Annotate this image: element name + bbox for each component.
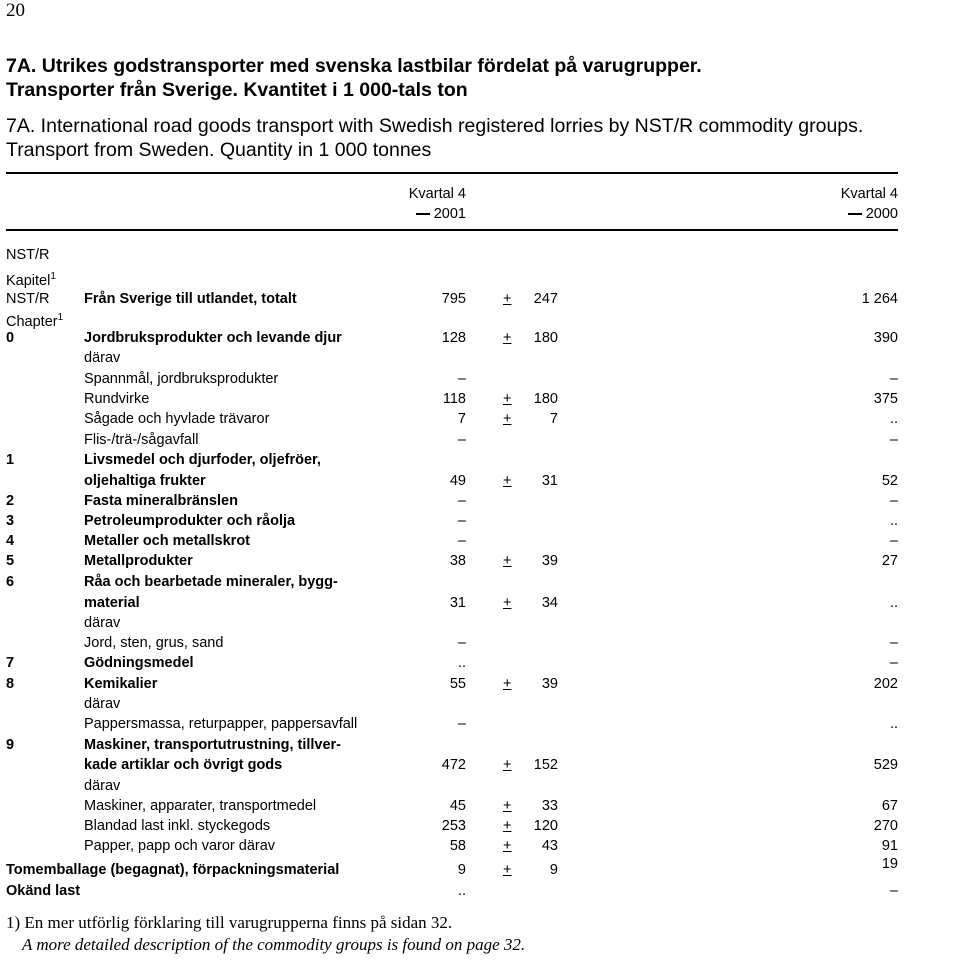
table-row [0, 613, 960, 633]
value-2001: .. [457, 883, 466, 899]
value-2000: – [889, 635, 898, 651]
value-2000: – [889, 883, 898, 899]
row-label: Råa och bearbetade mineraler, bygg- [84, 574, 338, 590]
col1-header-year: 2001 [416, 206, 466, 222]
row-label: Jordbruksprodukter och levande djur [84, 330, 342, 346]
value-2001: 118 [442, 391, 466, 407]
row-code: 6 [6, 574, 15, 590]
value-2001: 128 [441, 330, 466, 346]
table-row [0, 369, 960, 389]
plus-minus-sign: + [503, 818, 512, 834]
value-2001: – [457, 371, 466, 387]
margin-of-error: 180 [533, 391, 558, 407]
margin-of-error: 9 [549, 862, 558, 878]
row-code: 7 [6, 655, 15, 671]
row-label: Maskiner, apparater, transportmedel [84, 798, 317, 814]
value-2001: – [457, 513, 466, 529]
value-2000: .. [889, 595, 898, 611]
row-label: Pappersmassa, returpapper, pappersavfall [84, 716, 358, 732]
table-row [0, 348, 960, 368]
table-row [0, 289, 960, 309]
row-label: Flis-/trä-/sågavfall [84, 432, 199, 448]
row-label: Kemikalier [84, 676, 158, 692]
value-2001: 45 [449, 798, 466, 814]
kapitel-label: Kapitel$^1$ [6, 271, 56, 289]
row-label: Metaller och metallskrot [84, 533, 250, 549]
value-2001: 253 [441, 818, 466, 834]
title-english-line-1: 7A. International road goods transport with Swedish registered lorries by NST/R commodity groups. [6, 115, 864, 137]
value-2000: – [889, 432, 898, 448]
value-2000: .. [889, 513, 898, 529]
margin-of-error: 34 [541, 595, 558, 611]
value-2000: .. [889, 716, 898, 732]
value-2001: 49 [449, 473, 466, 489]
plus-minus-sign: + [503, 330, 512, 346]
nstr-label-2: NST/R [6, 291, 50, 307]
value-2001: – [457, 716, 466, 732]
row-label: Rundvirke [84, 391, 150, 407]
table-row [0, 714, 960, 734]
value-2001: 55 [449, 676, 466, 692]
plus-minus-sign: + [503, 291, 512, 307]
margin-of-error: 152 [533, 757, 558, 773]
table-row [0, 511, 960, 531]
row-code: 4 [6, 533, 15, 549]
value-2000: – [889, 533, 898, 549]
table-row [0, 551, 960, 571]
value-2000: 91 [881, 838, 898, 854]
row-code: 0 [6, 330, 15, 346]
plus-minus-sign: + [503, 862, 512, 878]
table-row [0, 328, 960, 348]
table-header-rule [6, 229, 898, 231]
value-2000: 19 [881, 856, 898, 872]
plus-minus-sign: + [503, 757, 512, 773]
row-label: Tomemballage (begagnat), förpackningsmaterial [6, 862, 340, 878]
chapter-label: Chapter$^1$ [6, 312, 64, 330]
table-row [0, 593, 960, 613]
title-swedish-line-2: Transporter från Sverige. Kvantitet i 1 000-tals ton [6, 79, 468, 101]
table-row [0, 430, 960, 450]
nstr-label: NST/R [6, 247, 50, 263]
row-label: Papper, papp och varor därav [84, 838, 276, 854]
value-2000: – [889, 655, 898, 671]
title-swedish-line-1: 7A. Utrikes godstransporter med svenska lastbilar fördelat på varugrupper. [6, 55, 702, 77]
row-label: därav [84, 778, 121, 794]
table-row [0, 653, 960, 673]
value-2001: .. [457, 655, 466, 671]
table-top-rule [6, 172, 898, 174]
row-code: 2 [6, 493, 15, 509]
table-row [0, 491, 960, 511]
dash-icon [416, 213, 430, 215]
row-label: Metallprodukter [84, 553, 193, 569]
row-label: därav [84, 350, 121, 366]
table-row [0, 881, 960, 901]
table-row [0, 633, 960, 653]
value-2000: 67 [881, 798, 898, 814]
row-label: Petroleumprodukter och råolja [84, 513, 296, 529]
row-code: 8 [6, 676, 15, 692]
table-row [0, 674, 960, 694]
table-row [0, 796, 960, 816]
table-row [0, 471, 960, 491]
row-code: 9 [6, 737, 15, 753]
value-2000: 375 [873, 391, 898, 407]
table-row [0, 389, 960, 409]
value-2000: 529 [873, 757, 898, 773]
margin-of-error: 39 [541, 553, 558, 569]
page-number: 20 [6, 0, 25, 21]
col2-header-quarter: Kvartal 4 [840, 186, 898, 202]
table-row [0, 816, 960, 836]
value-2001: 7 [457, 411, 466, 427]
col1-header-quarter: Kvartal 4 [408, 186, 466, 202]
value-2001: – [457, 533, 466, 549]
dash-icon [848, 213, 862, 215]
plus-minus-sign: + [503, 473, 512, 489]
plus-minus-sign: + [503, 798, 512, 814]
value-2000: 202 [873, 676, 898, 692]
value-2000: 270 [873, 818, 898, 834]
table-row [0, 856, 960, 880]
row-label: Okänd last [6, 883, 81, 899]
plus-minus-sign: + [503, 391, 512, 407]
margin-of-error: 39 [541, 676, 558, 692]
row-label: Gödningsmedel [84, 655, 194, 671]
row-label: Från Sverige till utlandet, totalt [84, 291, 297, 307]
row-label: Sågade och hyvlade trävaror [84, 411, 270, 427]
table-row [0, 409, 960, 429]
value-2001: 38 [449, 553, 466, 569]
value-2001: 58 [449, 838, 466, 854]
table-row [0, 572, 960, 592]
table-row [0, 755, 960, 775]
margin-of-error: 180 [533, 330, 558, 346]
value-2001: 795 [441, 291, 466, 307]
row-label: därav [84, 615, 121, 631]
title-english-line-2: Transport from Sweden. Quantity in 1 000 tonnes [6, 139, 432, 161]
plus-minus-sign: + [503, 553, 512, 569]
plus-minus-sign: + [503, 838, 512, 854]
value-2001: – [457, 635, 466, 651]
row-code: 5 [6, 553, 15, 569]
row-label: Jord, sten, grus, sand [84, 635, 224, 651]
plus-minus-sign: + [503, 676, 512, 692]
value-2001: 9 [457, 862, 466, 878]
plus-minus-sign: + [503, 411, 512, 427]
margin-of-error: 7 [549, 411, 558, 427]
value-2001: 31 [449, 595, 466, 611]
margin-of-error: 33 [541, 798, 558, 814]
value-2000: – [889, 493, 898, 509]
row-label: Spannmål, jordbruksprodukter [84, 371, 279, 387]
row-label: Livsmedel och djurfoder, oljefröer, [84, 452, 321, 468]
value-2001: – [457, 432, 466, 448]
margin-of-error: 31 [541, 473, 558, 489]
table-row [0, 836, 960, 856]
row-label: Fasta mineralbränslen [84, 493, 238, 509]
value-2000: 52 [881, 473, 898, 489]
value-2000: 1 264 [861, 291, 898, 307]
table-row [0, 735, 960, 755]
value-2000: 27 [881, 553, 898, 569]
footnote-english: A more detailed description of the commodity groups is found on page 32. [22, 935, 526, 954]
table-row [0, 450, 960, 470]
margin-of-error: 43 [541, 838, 558, 854]
margin-of-error: 247 [533, 291, 558, 307]
col2-header-year: 2000 [848, 206, 898, 222]
row-label: oljehaltiga frukter [84, 473, 206, 489]
value-2000: .. [889, 411, 898, 427]
value-2000: – [889, 371, 898, 387]
table-row [0, 776, 960, 796]
plus-minus-sign: + [503, 595, 512, 611]
table-row [0, 694, 960, 714]
margin-of-error: 120 [533, 818, 558, 834]
value-2001: 472 [441, 757, 466, 773]
footnote-swedish: 1) En mer utförlig förklaring till varugrupperna finns på sidan 32. [6, 913, 453, 932]
row-code: 3 [6, 513, 15, 529]
value-2001: – [457, 493, 466, 509]
value-2000: 390 [873, 330, 898, 346]
row-label: Blandad last inkl. styckegods [84, 818, 271, 834]
row-code: 1 [6, 452, 15, 468]
row-label: Maskiner, transportutrustning, tillver- [84, 737, 342, 753]
row-label: material [84, 595, 140, 611]
table-row [0, 531, 960, 551]
row-label: kade artiklar och övrigt gods [84, 757, 283, 773]
row-label: därav [84, 696, 121, 712]
